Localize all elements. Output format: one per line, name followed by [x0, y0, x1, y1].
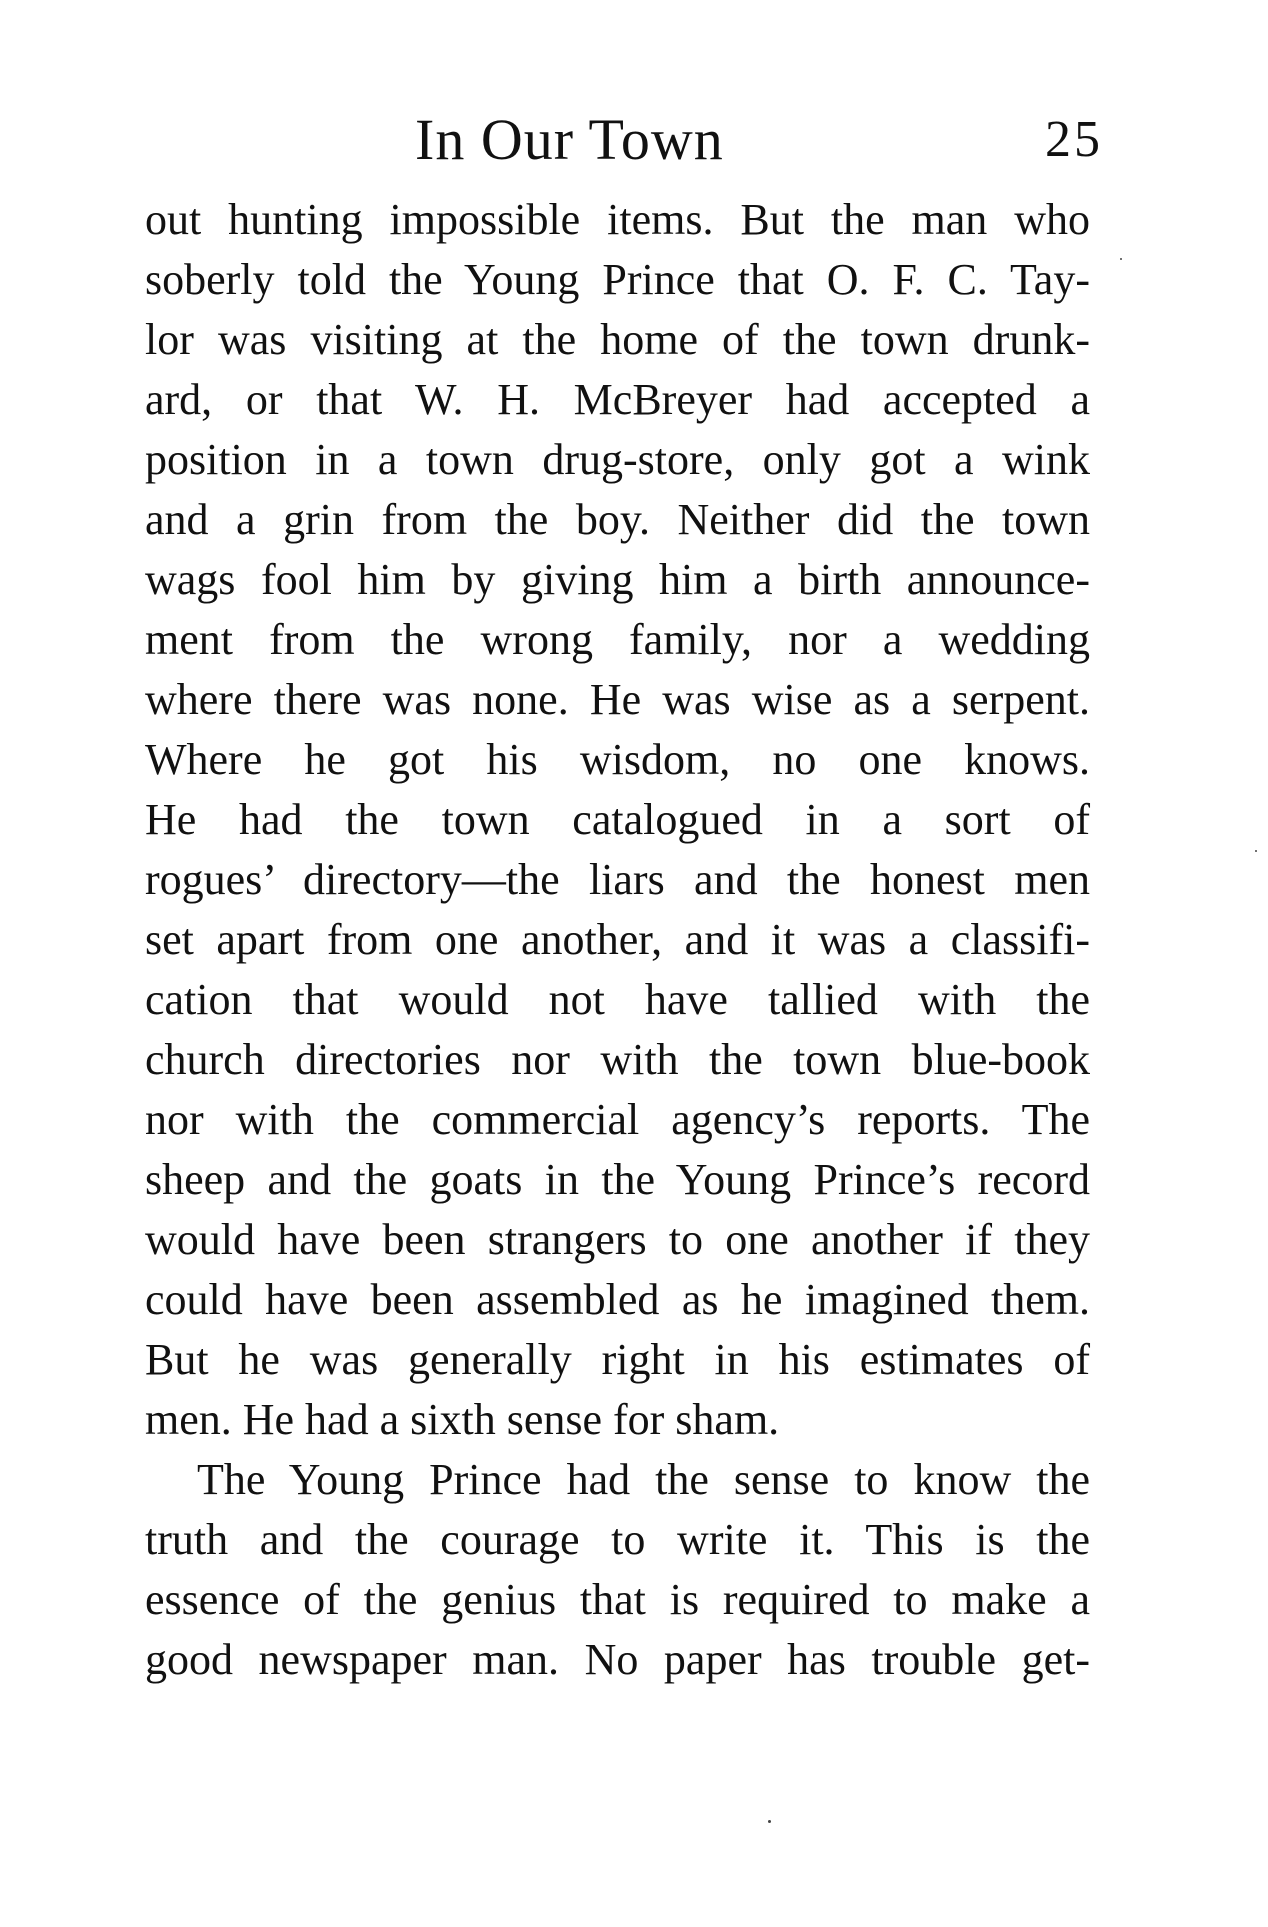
text-line: cation that would not have tallied with the [145, 975, 1090, 1024]
text-line: position in a town drug-store, only got a wink [145, 435, 1090, 484]
text-line: set apart from one another, and it was a classifi- [145, 915, 1090, 964]
text-line: out hunting impossible items. But the man who [145, 195, 1090, 244]
text-line: essence of the genius that is required to make a [145, 1575, 1090, 1624]
text-line: church directories nor with the town blue-book [145, 1035, 1090, 1084]
text-line: could have been assembled as he imagined them. [145, 1275, 1090, 1324]
print-speck [1120, 258, 1122, 260]
text-line: where there was none. He was wise as a serpent. [145, 675, 1090, 724]
text-line: wags fool him by giving him a birth announce- [145, 555, 1090, 604]
running-head [145, 100, 1103, 180]
text-line: nor with the commercial agency’s reports. The [145, 1095, 1090, 1144]
text-line: The Young Prince had the sense to know the [197, 1455, 1090, 1504]
text-line: and a grin from the boy. Neither did the town [145, 495, 1090, 544]
page-number: 25 [1045, 111, 1103, 168]
text-line: lor was visiting at the home of the town drunk- [145, 315, 1090, 364]
text-line: men. He had a sixth sense for sham. [145, 1395, 780, 1444]
running-title: In Our Town [415, 107, 724, 172]
text-line: He had the town catalogued in a sort of [145, 795, 1090, 844]
text-line: soberly told the Young Prince that O. F. C. Tay- [145, 255, 1090, 304]
text-line: Where he got his wisdom, no one knows. [145, 735, 1090, 784]
text-line: rogues’ directory—the liars and the honest men [145, 855, 1090, 904]
text-line: truth and the courage to write it. This is the [145, 1515, 1090, 1564]
body-text [145, 190, 1090, 1710]
print-speck [1255, 850, 1257, 852]
text-line: But he was generally right in his estimates of [145, 1335, 1090, 1384]
text-line: sheep and the goats in the Young Prince’s record [145, 1155, 1090, 1204]
text-line: good newspaper man. No paper has trouble get- [145, 1635, 1090, 1684]
print-speck [768, 1820, 771, 1823]
text-line: ment from the wrong family, nor a wedding [145, 615, 1090, 664]
text-line: ard, or that W. H. McBreyer had accepted a [145, 375, 1090, 424]
text-line: would have been strangers to one another if they [145, 1215, 1090, 1264]
